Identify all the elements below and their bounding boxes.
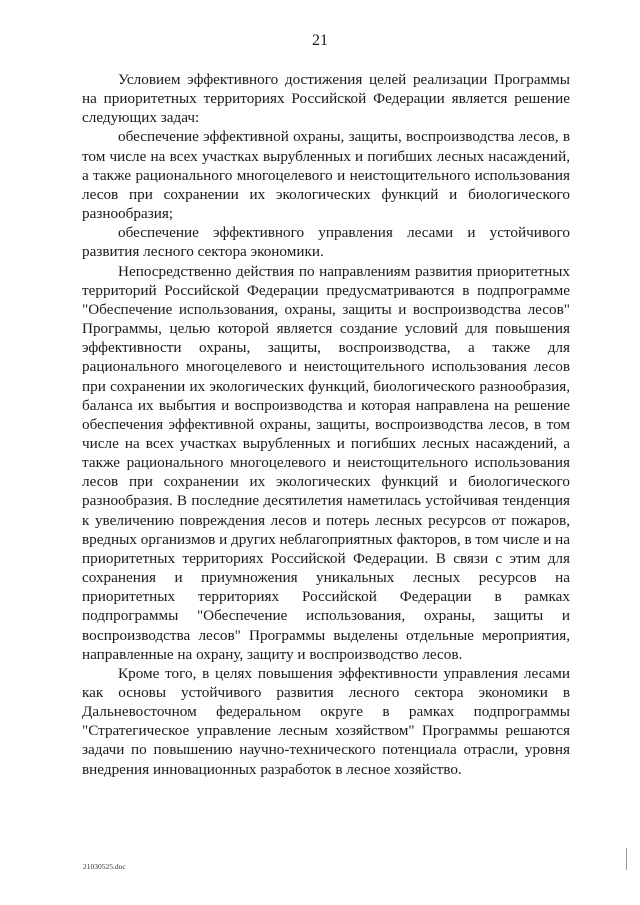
paragraph-task-forest-protection: обеспечение эффективной охраны, защиты, воспроизводства лесов, в том числе на всех участках вырубленных и погибших лесных насаждений, а также рационального многоцелевого и неистощительного использования лесов при сохранении их экологических функций и биологического разнообразия; (82, 128, 570, 223)
paragraph-tasks-intro: Условием эффективного достижения целей реализации Программы на приоритетных территориях Российской Федерации является решение следующих задач: (82, 71, 570, 127)
scan-edge-mark (626, 848, 627, 870)
paragraph-task-forest-management: обеспечение эффективного управления лесами и устойчивого развития лесного сектора экономики. (82, 224, 570, 261)
file-name-footer: 21030525.doc (83, 862, 126, 871)
paragraph-strategic-management: Кроме того, в целях повышения эффективности управления лесами как основы устойчивого развития лесного сектора экономики в Дальневосточном федеральном округе в рамках подпрограммы "Стратегическое управление лесным хозяйством" Программы решаются задачи по повышению научно-технического потенциала отрасли, уровня внедрения инновационных разработок в лесное хозяйство. (82, 664, 570, 778)
page-number: 21 (312, 32, 328, 49)
document-body (82, 70, 570, 779)
paragraph-subprogram-actions: Непосредственно действия по направлениям развития приоритетных территорий Российской Федерации предусматриваются в подпрограмме "Обеспечение использования, охраны, защиты и воспроизводства лесов" Программы, целью которой является создание условий для повышения эффективности охраны, защиты, воспроизводства, а также для рационального многоцелевого и неистощительного использования лесов при сохранении их экологических функций, биологического разнообразия, баланса их выбытия и воспроизводства и которая направлена на решение обеспечения эффективной охраны, защиты, воспроизводства лесов, в том числе на всех участках вырубленных и погибших лесных насаждений, а также рационального многоцелевого и неистощительного использования лесов при сохранении их экологических функций и биологического разнообразия. В последние десятилетия наметилась устойчивая тенденция к увеличению повреждения лесов и потерь лесных ресурсов от пожаров, вредных организмов и других неблагоприятных факторов, в том числе и на приоритетных территориях Российской Федерации. В связи с этим для сохранения и приумножения уникальных лесных ресурсов на приоритетных территориях Российской Федерации в рамках подпрограммы "Обеспечение использования, охраны, защиты и воспроизводства лесов" Программы выделены отдельные мероприятия, направленные на охрану, защиту и воспроизводство лесов. (82, 262, 570, 663)
